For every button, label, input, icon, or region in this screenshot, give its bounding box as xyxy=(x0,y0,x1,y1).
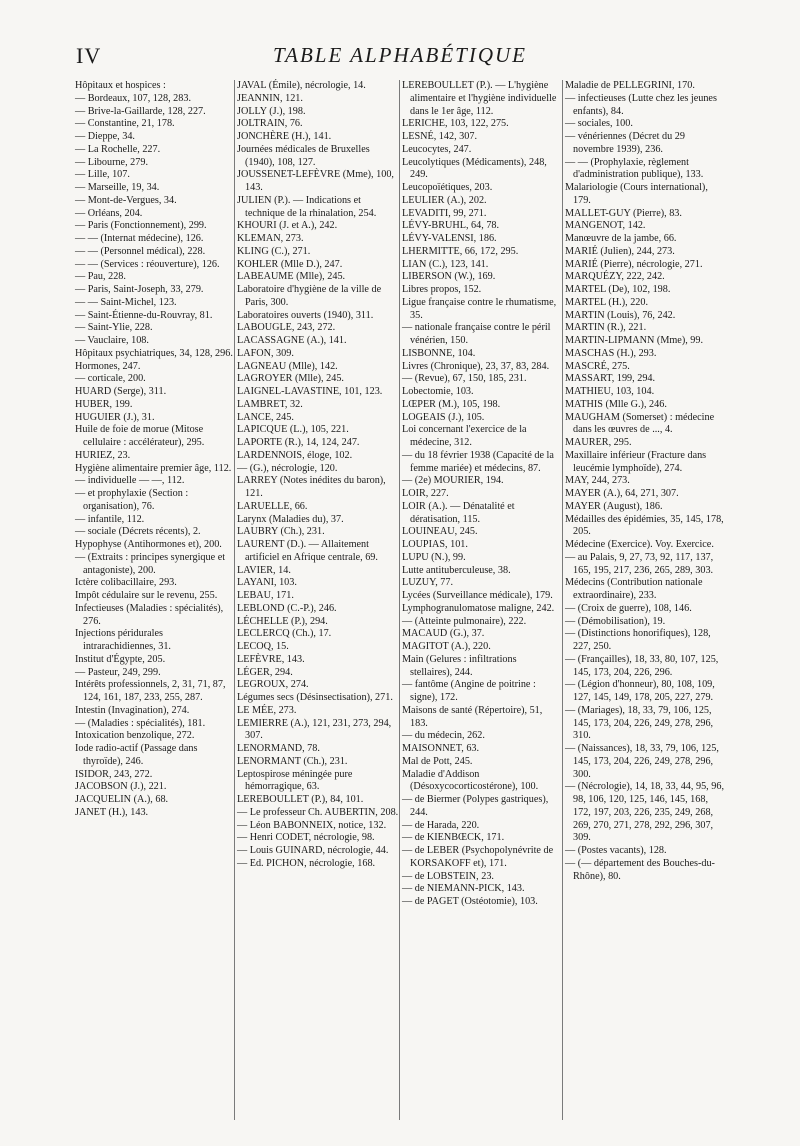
index-entry: — Ed. PICHON, nécrologie, 168. xyxy=(237,857,376,869)
index-entry: LAMBRET, 32. xyxy=(237,398,303,410)
index-entry: — (— département des Bouches-du-Rhône), 80. xyxy=(565,857,715,882)
column-divider xyxy=(234,80,235,1120)
index-entry: MASSART, 199, 294. xyxy=(565,373,656,385)
index-entry: — (Maladies : spécialités), 181. xyxy=(75,717,206,729)
index-entry: — de LOBSTEIN, 23. xyxy=(402,870,494,882)
index-entry: LENORMAND, 78. xyxy=(237,743,320,754)
index-entry: — (G.), nécrologie, 120. xyxy=(237,462,338,474)
index-entry: LOGEAIS (J.), 105. xyxy=(402,411,485,423)
index-entry: — nationale française contre le péril vénérien, 150. xyxy=(402,322,551,346)
index-entry: HUGUIER (J.), 31. xyxy=(75,411,155,423)
index-entry: LAPICQUE (L.), 105, 221. xyxy=(237,424,349,436)
index-entry: — de Biermer (Polypes gastriques), 244. xyxy=(402,794,549,818)
index-entry: JAVAL (Émile), nécrologie, 14. xyxy=(237,80,366,91)
index-entry: MAISONNET, 63. xyxy=(402,743,480,754)
index-entry: LARDENNOIS, éloge, 102. xyxy=(237,449,353,461)
index-entry: LEREBOULLET (P.). — L'hygiène alimentaire et l'hygiène individuelle dans le 1er âge, 112. xyxy=(402,80,557,117)
index-entry: — vénériennes (Décret du 29 novembre 1939), 236. xyxy=(565,131,685,155)
index-entry: — Le professeur Ch. AUBERTIN, 208. xyxy=(237,806,399,818)
index-entry: Malariologie (Cours international), 179. xyxy=(565,182,708,206)
index-entry: LENORMANT (Ch.), 231. xyxy=(237,755,348,767)
index-entry: Maladie d'Addison (Désoxycocorticostérone), 100. xyxy=(402,768,539,793)
index-entry: — (Revue), 67, 150, 185, 231. xyxy=(402,373,527,385)
index-entry: Hygiène alimentaire premier âge, 112. xyxy=(75,462,232,474)
index-entry: MAUGHAM (Somerset) : médecine dans les œuvres de ..., 4. xyxy=(565,411,715,436)
index-entry: LEGROUX, 274. xyxy=(237,679,309,691)
index-entry: — de Harada, 220. xyxy=(402,819,480,831)
index-entry: — Vauclaire, 108. xyxy=(75,335,149,346)
index-entry: Institut d'Égypte, 205. xyxy=(75,653,166,665)
index-entry: LAGNEAU (Mlle), 142. xyxy=(237,360,338,372)
index-entry: MACAUD (G.), 37. xyxy=(402,628,485,640)
index-entry: Intoxication benzolique, 272. xyxy=(75,730,195,742)
index-entry: LECOQ, 15. xyxy=(237,641,289,652)
index-entry: JEANNIN, 121. xyxy=(237,92,303,104)
index-entry: Injections péridurales intrarachidiennes, 31. xyxy=(75,628,171,652)
index-entry: Lymphogranulomatose maligne, 242. xyxy=(402,602,555,614)
index-entry: — sociale (Décrets récents), 2. xyxy=(75,526,201,538)
index-entry: — (Distinctions honorifiques), 128, 227, 250. xyxy=(565,628,711,652)
index-entry: Larynx (Maladies du), 37. xyxy=(237,513,344,525)
index-entry: — (Mariages), 18, 33, 79, 106, 125, 145, 173, 204, 226, 249, 278, 296, 310. xyxy=(565,704,714,742)
index-entry: LAIGNEL-LAVASTINE, 101, 123. xyxy=(237,386,383,397)
index-entry: Laboratoire d'hygiène de la ville de Paris, 300. xyxy=(237,284,382,308)
index-entry: — (Démobilisation), 19. xyxy=(565,615,666,627)
index-entry: — de PAGET (Ostéotomie), 103. xyxy=(402,896,538,907)
index-entry: HURIEZ, 23. xyxy=(75,449,131,461)
index-column-3 xyxy=(402,80,561,909)
index-entry: — (Croix de guerre), 108, 146. xyxy=(565,602,692,614)
index-entry: KHOURI (J. et A.), 242. xyxy=(237,220,338,232)
index-entry: MAYER (A.), 64, 271, 307. xyxy=(565,488,679,499)
index-entry: — (Nécrologie), 14, 18, 33, 44, 95, 96, 98, 106, 120, 125, 146, 145, 168, 172, 197, 203, 226, 235, 249, 268, 269, 270, 271, 278, 292, 296, 307, 309. xyxy=(565,781,725,844)
index-entry: — Marseille, 19, 34. xyxy=(75,182,160,193)
index-entry: — — (Internat médecine), 126. xyxy=(75,233,204,244)
index-entry: Mal de Pott, 245. xyxy=(402,755,473,767)
index-entry: LOUINEAU, 245. xyxy=(402,526,478,538)
index-entry: — (Françailles), 18, 33, 80, 107, 125, 145, 173, 204, 226, 296. xyxy=(565,653,719,678)
index-entry: LAGROYER (Mlle), 245. xyxy=(237,373,344,385)
index-entry: LEFÈVRE, 143. xyxy=(237,653,305,665)
index-entry: Libres propos, 152. xyxy=(402,284,482,295)
column-divider xyxy=(399,80,400,1120)
index-entry: LISBONNE, 104. xyxy=(402,347,476,359)
index-entry: Médailles des épidémies, 35, 145, 178, 205. xyxy=(565,513,724,538)
index-entry: JACQUELIN (A.), 68. xyxy=(75,794,169,805)
index-entry: — Orléans, 204. xyxy=(75,207,143,219)
index-entry: Hypophyse (Antihormones et), 200. xyxy=(75,539,222,550)
index-entry: LARUELLE, 66. xyxy=(237,500,308,512)
index-entry: LÉGER, 294. xyxy=(237,666,293,678)
index-entry: LERICHE, 103, 122, 275. xyxy=(402,118,509,130)
index-entry: — Henri CODET, nécrologie, 98. xyxy=(237,832,375,844)
index-entry: — — (Personnel médical), 228. xyxy=(75,245,206,257)
index-entry: LARREY (Notes inédites du baron), 121. xyxy=(237,475,386,499)
index-entry: LOIR, 227. xyxy=(402,488,449,499)
index-entry: LŒPER (M.), 105, 198. xyxy=(402,398,501,410)
index-entry: Ictère colibacillaire, 293. xyxy=(75,577,177,589)
index-entry: — Paris (Fonctionnement), 299. xyxy=(75,220,207,232)
index-entry: — Lille, 107. xyxy=(75,169,130,181)
index-entry: — au Palais, 9, 27, 73, 92, 117, 137, 165, 195, 217, 236, 265, 289, 303. xyxy=(565,551,714,576)
index-column-1 xyxy=(75,80,233,820)
index-entry: Iode radio-actif (Passage dans thyroïde), 246. xyxy=(75,743,198,767)
index-entry: — (Naissances), 18, 33, 79, 106, 125, 145, 173, 204, 226, 249, 278, 296, 300. xyxy=(565,743,719,780)
index-entry: — de LEBER (Psychopolynévrite de KORSAKOFF et), 171. xyxy=(402,845,554,869)
index-entry: MARTEL (De), 102, 198. xyxy=(565,284,671,295)
index-entry: — Libourne, 279. xyxy=(75,156,148,168)
index-entry: — du 18 février 1938 (Capacité de la femme mariée) et médecins, 87. xyxy=(402,449,554,474)
index-entry: Laboratoires ouverts (1940), 311. xyxy=(237,309,374,321)
index-entry: ISIDOR, 243, 272. xyxy=(75,768,153,780)
index-entry: — de KIENBŒCK, 171. xyxy=(402,832,505,844)
page-header xyxy=(0,43,800,75)
index-entry: MAGITOT (A.), 220. xyxy=(402,641,491,652)
index-entry: LAVIER, 14. xyxy=(237,564,291,576)
index-entry: Impôt cédulaire sur le revenu, 255. xyxy=(75,590,218,601)
index-entry: LANCE, 245. xyxy=(237,411,294,423)
index-entry: LAURENT (D.). — Allaitement artificiel en Afrique centrale, 69. xyxy=(237,539,378,563)
index-entry: LEULIER (A.), 202. xyxy=(402,194,487,206)
index-entry: — Paris, Saint-Joseph, 33, 279. xyxy=(75,284,204,295)
index-entry: — fantôme (Angine de poitrine : signe), 172. xyxy=(402,679,536,703)
index-entry: LOIR (A.). — Dénatalité et dératisation, 115. xyxy=(402,500,515,525)
index-entry: JOLTRAIN, 76. xyxy=(237,118,303,130)
index-entry: Loi concernant l'exercice de la médecine, 312. xyxy=(402,424,527,448)
index-entry: Journées médicales de Bruxelles (1940), 108, 127. xyxy=(237,143,370,168)
index-entry: LEMIERRE (A.), 121, 231, 273, 294, 307. xyxy=(237,717,392,742)
index-entry: Médecine (Exercice). Voy. Exercice. xyxy=(565,539,714,550)
index-entry: Leucopoïétiques, 203. xyxy=(402,182,493,193)
index-entry: — corticale, 200. xyxy=(75,373,146,385)
index-entry: LEREBOULLET (P.), 84, 101. xyxy=(237,794,364,805)
index-entry: LECLERCQ (Ch.), 17. xyxy=(237,628,332,640)
page-title: TABLE ALPHABÉTIQUE xyxy=(273,43,527,67)
index-entry: HUBER, 199. xyxy=(75,398,133,410)
index-entry: — et prophylaxie (Section : organisation), 76. xyxy=(75,488,189,512)
index-entry: Main (Gelures : infiltrations stellaires), 244. xyxy=(402,653,517,678)
index-entry: Infectieuses (Maladies : spécialités), 276. xyxy=(75,602,224,627)
index-entry: Ligue française contre le rhumatisme, 35. xyxy=(402,296,557,321)
index-entry: LAPORTE (R.), 14, 124, 247. xyxy=(237,437,360,448)
index-entry: MAY, 244, 273. xyxy=(565,475,630,487)
index-entry: MASCHAS (H.), 293. xyxy=(565,347,657,359)
index-entry: LE MÉE, 273. xyxy=(237,704,297,716)
index-entry: Maladie de PELLEGRINI, 170. xyxy=(565,80,695,91)
index-entry: MARTIN (Louis), 76, 242. xyxy=(565,309,676,321)
index-entry: MALLET-GUY (Pierre), 83. xyxy=(565,207,682,219)
index-entry: Maisons de santé (Répertoire), 51, 183. xyxy=(402,704,543,729)
index-entry: Hôpitaux psychiatriques, 34, 128, 296. xyxy=(75,347,233,359)
index-entry: — du médecin, 262. xyxy=(402,730,485,742)
index-entry: — individuelle — —, 112. xyxy=(75,475,185,487)
index-entry: JANET (H.), 143. xyxy=(75,806,149,818)
index-entry: LEVADITI, 99, 271. xyxy=(402,207,487,219)
index-entry: MARQUÉZY, 222, 242. xyxy=(565,271,665,283)
page-number: IV xyxy=(76,43,102,68)
index-entry: — (Postes vacants), 128. xyxy=(565,845,667,856)
index-entry: Livres (Chronique), 23, 37, 83, 284. xyxy=(402,360,550,372)
index-entry: LABEAUME (Mlle), 245. xyxy=(237,271,346,283)
index-entry: LUPU (N.), 99. xyxy=(402,551,466,563)
index-entry: KOHLER (Mlle D.), 247. xyxy=(237,258,343,270)
index-entry: Hormones, 247. xyxy=(75,360,141,372)
index-entry: Légumes secs (Désinsectisation), 271. xyxy=(237,692,393,703)
index-entry: JONCHÈRE (H.), 141. xyxy=(237,131,332,142)
index-entry: MARTEL (H.), 220. xyxy=(565,296,649,308)
index-entry: KLING (C.), 271. xyxy=(237,245,311,257)
index-entry: — Pasteur, 249, 299. xyxy=(75,666,161,678)
index-column-4 xyxy=(565,80,725,883)
index-entry: LÉVY-VALENSI, 186. xyxy=(402,233,497,244)
index-entry: MATHIEU, 103, 104. xyxy=(565,386,655,397)
index-entry: — (Légion d'honneur), 80, 108, 109, 127, 145, 149, 178, 205, 227, 279. xyxy=(565,679,715,703)
index-entry: — infectieuses (Lutte chez les jeunes enfants), 84. xyxy=(565,92,717,117)
index-entry: LEBAU, 171. xyxy=(237,590,294,601)
index-entry: LAUBRY (Ch.), 231. xyxy=(237,526,325,538)
index-entry: — infantile, 112. xyxy=(75,513,145,525)
index-entry: LIBERSON (W.), 169. xyxy=(402,271,496,283)
index-entry: LUZUY, 77. xyxy=(402,577,454,589)
index-column-2 xyxy=(237,80,399,871)
index-entry: MARIÉ (Pierre), nécrologie, 271. xyxy=(565,258,703,270)
index-entry: Manœuvre de la jambe, 66. xyxy=(565,233,677,244)
index-entry: — Bordeaux, 107, 128, 283. xyxy=(75,92,192,104)
index-entry: MARIÉ (Julien), 244, 273. xyxy=(565,245,675,257)
index-entry: MASCRÉ, 275. xyxy=(565,360,630,372)
index-entry: JACOBSON (J.), 221. xyxy=(75,781,167,793)
index-entry: Maxillaire inférieur (Fracture dans leucémie lymphoïde), 274. xyxy=(565,449,707,474)
index-entry: LACASSAGNE (A.), 141. xyxy=(237,335,347,346)
index-entry: HUARD (Serge), 311. xyxy=(75,386,167,397)
index-entry: — Dieppe, 34. xyxy=(75,131,135,142)
index-entry: KLEMAN, 273. xyxy=(237,233,304,244)
index-entry: — (Extraits : principes synergique et antagoniste), 200. xyxy=(75,551,226,576)
index-entry: LEBLOND (C.-P.), 246. xyxy=(237,602,337,614)
index-entry: LÉCHELLE (P.), 294. xyxy=(237,615,328,627)
index-entry: LOUPIAS, 101. xyxy=(402,539,468,550)
index-entry: Intestin (Invagination), 274. xyxy=(75,704,190,716)
index-entry: — sociales, 100. xyxy=(565,118,633,130)
index-entry: MANGENOT, 142. xyxy=(565,220,646,232)
index-entry: LABOUGLE, 243, 272. xyxy=(237,322,336,334)
index-entry: Lutte antituberculeuse, 38. xyxy=(402,564,511,576)
index-entry: JOLLY (J.), 198. xyxy=(237,105,306,117)
index-entry: — — (Services : réouverture), 126. xyxy=(75,258,220,270)
index-entry: LHERMITTE, 66, 172, 295. xyxy=(402,245,519,257)
index-entry: LAFON, 309. xyxy=(237,347,294,359)
index-entry: Hôpitaux et hospices : xyxy=(75,80,166,91)
index-entry: MAYER (August), 186. xyxy=(565,500,663,512)
index-entry: Lycées (Surveillance médicale), 179. xyxy=(402,590,553,601)
index-entry: JOUSSENET-LEFÈVRE (Mme), 100, 143. xyxy=(237,169,394,193)
index-entry: — Léon BABONNEIX, notice, 132. xyxy=(237,819,387,831)
index-entry: — Saint-Ylie, 228. xyxy=(75,322,153,334)
index-entry: Médecins (Contribution nationale extraordinaire), 233. xyxy=(565,577,703,601)
index-entry: MATHIS (Mlle G.), 246. xyxy=(565,398,667,410)
index-entry: Leptospirose méningée pure hémorragique, 63. xyxy=(237,768,353,793)
index-entry: JULIEN (P.). — Indications et technique de la rhinalation, 254. xyxy=(237,194,377,219)
column-divider xyxy=(562,80,563,1120)
index-entry: MARTIN-LIPMANN (Mme), 99. xyxy=(565,335,704,346)
index-entry: — (2e) MOURIER, 194. xyxy=(402,475,504,487)
index-entry: — de NIEMANN-PICK, 143. xyxy=(402,883,525,895)
index-entry: — Brive-la-Gaillarde, 128, 227. xyxy=(75,105,206,117)
index-entry: — — (Prophylaxie, règlement d'administration publique), 133. xyxy=(565,156,704,181)
index-entry: — Saint-Étienne-du-Rouvray, 81. xyxy=(75,309,213,321)
index-entry: — Louis GUINARD, nécrologie, 44. xyxy=(237,845,389,856)
index-entry: Intérêts professionnels, 2, 31, 71, 87, 124, 161, 187, 233, 255, 287. xyxy=(75,679,226,703)
index-entry: Lobectomie, 103. xyxy=(402,386,474,397)
index-entry: Leucolytiques (Médicaments), 248, 249. xyxy=(402,156,547,181)
index-entry: — Pau, 228. xyxy=(75,271,126,283)
index-entry: Leucocytes, 247. xyxy=(402,143,472,155)
index-entry: — Mont-de-Vergues, 34. xyxy=(75,194,177,206)
index-entry: MARTIN (R.), 221. xyxy=(565,322,647,334)
index-entry: — (Atteinte pulmonaire), 222. xyxy=(402,615,527,627)
index-entry: MAURER, 295. xyxy=(565,437,632,448)
index-entry: Huile de foie de morue (Mitose cellulaire : accélérateur), 295. xyxy=(75,424,205,448)
index-entry: LAYANI, 103. xyxy=(237,577,297,589)
index-entry: — La Rochelle, 227. xyxy=(75,143,161,155)
index-entry: — — Saint-Michel, 123. xyxy=(75,296,177,308)
index-entry: — Constantine, 21, 178. xyxy=(75,118,175,130)
index-entry: LIAN (C.), 123, 141. xyxy=(402,258,489,270)
index-entry: LESNÉ, 142, 307. xyxy=(402,131,477,142)
index-entry: LÉVY-BRUHL, 64, 78. xyxy=(402,220,500,232)
